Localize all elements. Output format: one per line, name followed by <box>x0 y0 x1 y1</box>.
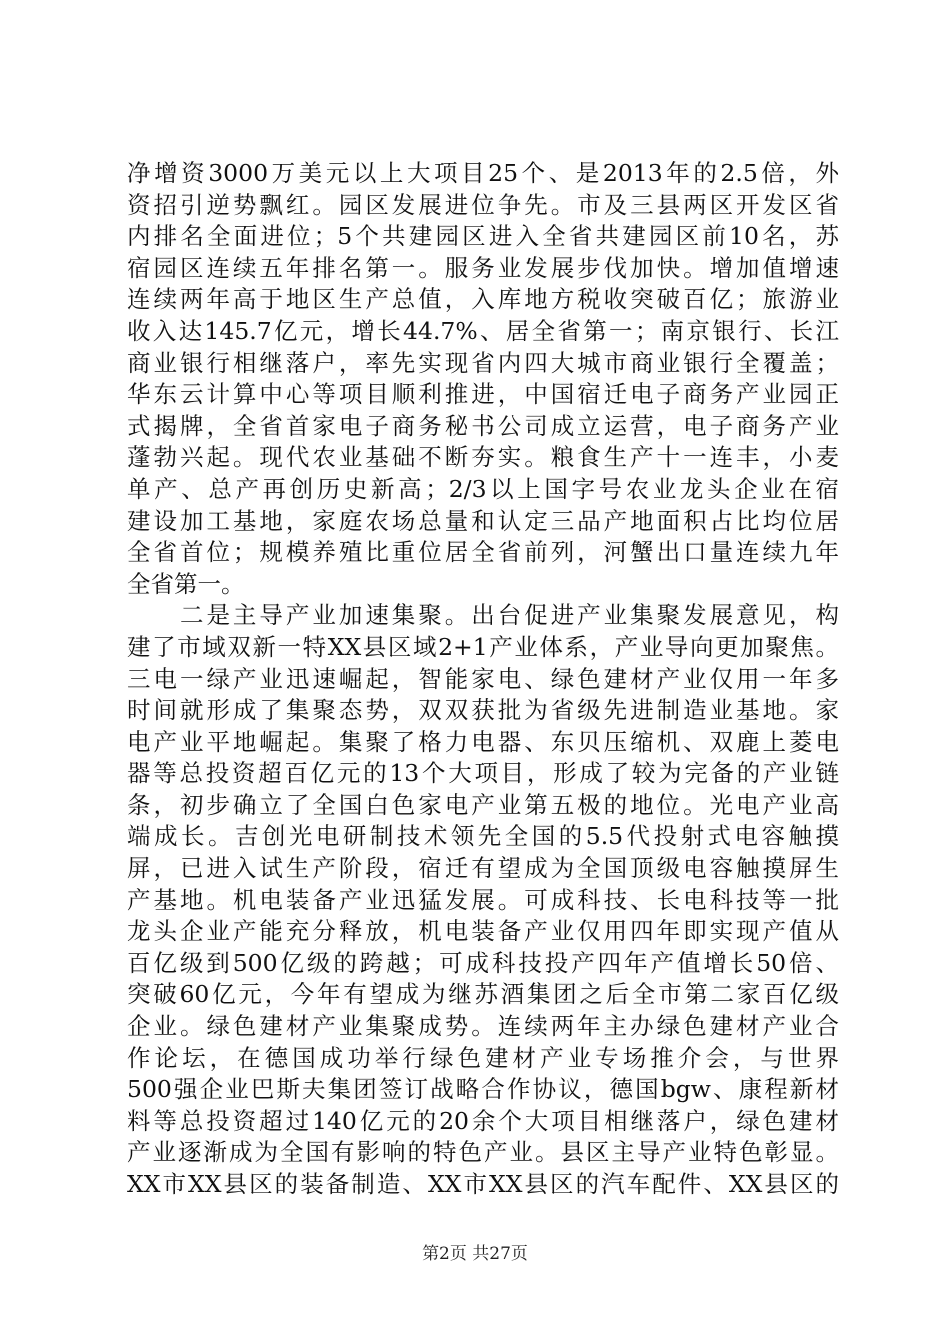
text-line: 屏，已进入试生产阶段，宿迁有望成为全国顶级电容触摸屏生 <box>127 854 839 883</box>
text-line: 突破60亿元，今年有望成为继苏酒集团之后全市第二家百亿级 <box>127 980 839 1009</box>
text-line: 条，初步确立了全国白色家电产业第五极的地位。光电产业高 <box>127 790 839 819</box>
text-line: 百亿级到500亿级的跨越；可成科技投产四年产值增长50倍、 <box>127 948 839 977</box>
text-line: 500强企业巴斯夫集团签订战略合作协议，德国bgw、康程新材 <box>127 1075 839 1104</box>
text-line: 端成长。吉创光电研制技术领先全国的5.5代投射式电容触摸 <box>127 822 839 851</box>
text-line: 作论坛，在德国成功举行绿色建材产业专场推介会，与世界 <box>127 1043 839 1072</box>
text-line: 单产、总产再创历史新高；2/3以上国字号农业龙头企业在宿 <box>127 474 839 503</box>
text-line: 式揭牌，全省首家电子商务秘书公司成立运营，电子商务产业 <box>127 411 839 440</box>
text-line: 收入达145.7亿元，增长44.7%、居全省第一；南京银行、长江 <box>127 316 839 345</box>
text-line: 企业。绿色建材产业集聚成势。连续两年主办绿色建材产业合 <box>127 1012 839 1041</box>
text-line: 产业逐渐成为全国有影响的特色产业。县区主导产业特色彰显。 <box>127 1138 839 1167</box>
text-line: 三电一绿产业迅速崛起，智能家电、绿色建材产业仅用一年多 <box>127 664 839 693</box>
text-line: 建设加工基地，家庭农场总量和认定三品产地面积占比均位居 <box>127 506 839 535</box>
text-line: 全省第一。 <box>127 569 245 598</box>
text-line: 建了市域双新一特XX县区域2+1产业体系，产业导向更加聚焦。 <box>127 632 839 661</box>
text-line: 净增资3000万美元以上大项目25个、是2013年的2.5倍，外 <box>127 159 839 187</box>
text-line: 连续两年高于地区生产总值，入库地方税收突破百亿；旅游业 <box>127 285 839 314</box>
page-number-footer: 第2页 共27页 <box>422 1244 528 1264</box>
text-line: 时间就形成了集聚态势，双双获批为省级先进制造业基地。家 <box>127 696 839 725</box>
text-line: 二是主导产业加速集聚。出台促进产业集聚发展意见，构 <box>127 601 839 630</box>
text-line: XX市XX县区的装备制造、XX市XX县区的汽车配件、XX县区的 <box>127 1170 839 1198</box>
text-line: 龙头企业产能充分释放，机电装备产业仅用四年即实现产值从 <box>127 917 839 946</box>
text-line: 电产业平地崛起。集聚了格力电器、东贝压缩机、双鹿上菱电 <box>127 727 839 756</box>
body-text <box>127 158 839 1201</box>
text-line: 器等总投资超百亿元的13个大项目，形成了较为完备的产业链 <box>127 759 839 788</box>
text-line: 宿园区连续五年排名第一。服务业发展步伐加快。增加值增速 <box>127 253 839 282</box>
text-line: 料等总投资超过140亿元的20余个大项目相继落户，绿色建材 <box>127 1106 839 1135</box>
text-line: 产基地。机电装备产业迅猛发展。可成科技、长电科技等一批 <box>127 885 839 914</box>
text-line: 华东云计算中心等项目顺利推进，中国宿迁电子商务产业园正 <box>127 380 839 409</box>
text-line: 资招引逆势飘红。园区发展进位争先。市及三县两区开发区省 <box>127 190 839 219</box>
text-line: 蓬勃兴起。现代农业基础不断夯实。粮食生产十一连丰，小麦 <box>127 443 839 472</box>
text-line: 内排名全面进位；5个共建园区进入全省共建园区前10名，苏 <box>127 222 839 251</box>
text-line: 商业银行相继落户，率先实现省内四大城市商业银行全覆盖； <box>127 348 839 377</box>
text-line: 全省首位；规模养殖比重位居全省前列，河蟹出口量连续九年 <box>127 538 839 567</box>
